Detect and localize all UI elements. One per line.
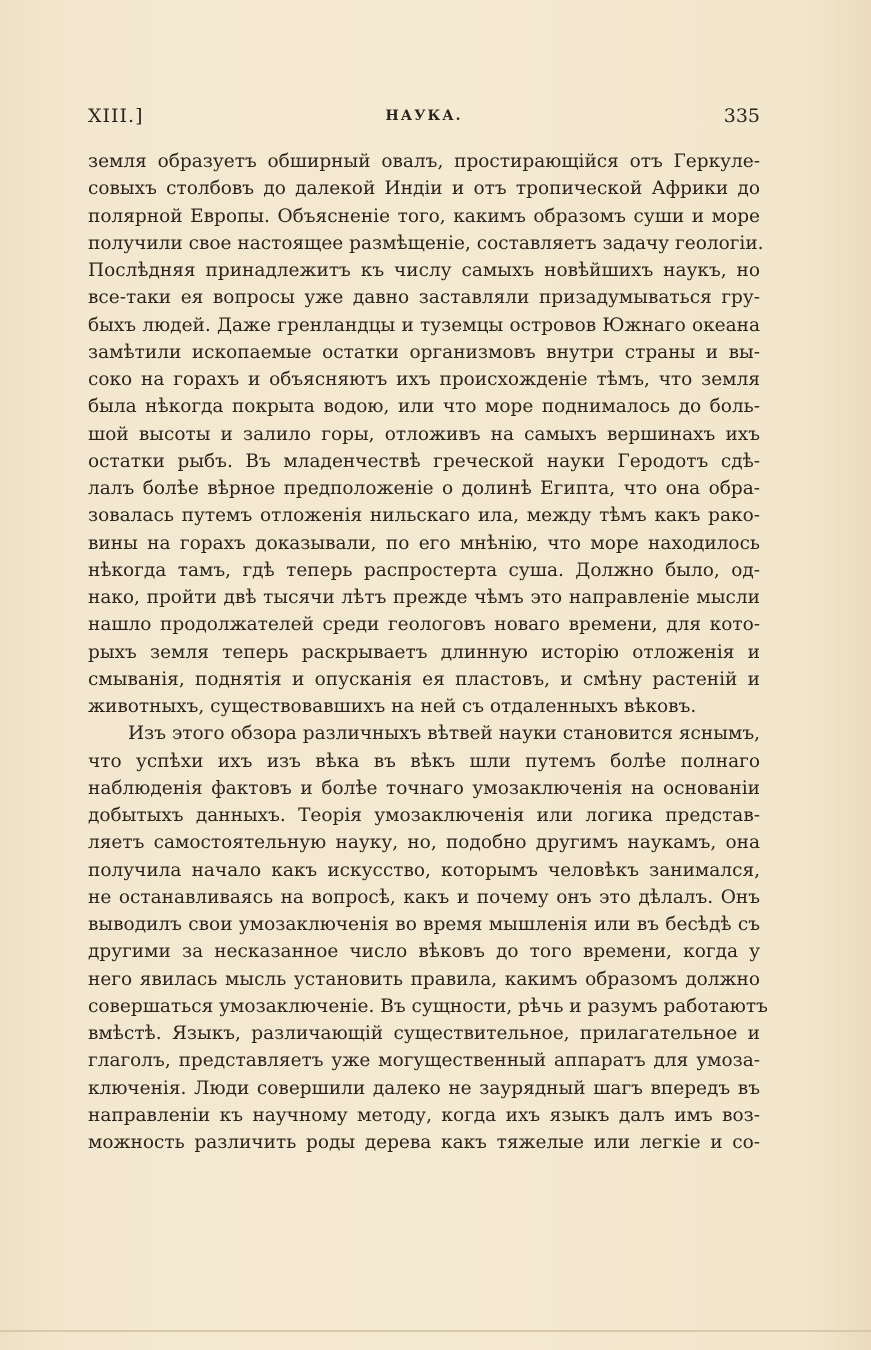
- text-line: не останавливаясь на вопросѣ, какъ и почему онъ это дѣлалъ. Онъ: [88, 886, 760, 908]
- text-line: замѣтили ископаемые остатки организмовъ внутри страны и вы-: [88, 341, 760, 363]
- text-line: него явилась мысль установить правила, какимъ образомъ должно: [88, 968, 760, 990]
- text-line: совершаться умозаключеніе. Въ сущности, рѣчь и разумъ работаютъ: [88, 995, 768, 1017]
- text-line: шой высоты и залило горы, отложивъ на самыхъ вершинахъ ихъ: [88, 423, 760, 445]
- text-line: получила начало какъ искусство, которымъ человѣкъ занимался,: [88, 859, 760, 881]
- text-line: нѣкогда тамъ, гдѣ теперь распростерта суша. Должно было, од-: [88, 559, 760, 581]
- page-number: 335: [723, 105, 760, 127]
- text-line: совыхъ столбовъ до далекой Индіи и отъ тропической Африки до: [88, 178, 760, 200]
- text-line: получили свое настоящее размѣщеніе, составляетъ задачу геологіи.: [88, 232, 764, 254]
- text-line: земля образуетъ обширный овалъ, простирающійся отъ Геркуле-: [88, 151, 760, 172]
- chapter-marker: XIII.]: [88, 105, 144, 127]
- text-line: наблюденія фактовъ и болѣе точнаго умозаключенія на основаніи: [88, 777, 760, 799]
- text-line: соко на горахъ и объясняютъ ихъ происхожденіе тѣмъ, что земля: [88, 369, 760, 390]
- running-header: [88, 102, 760, 130]
- text-line: что успѣхи ихъ изъ вѣка въ вѣкъ шли путемъ болѣе полнаго: [88, 750, 760, 772]
- text-line: смыванія, поднятія и опусканія ея пластовъ, и смѣну растеній и: [88, 668, 760, 690]
- text-line: вмѣстѣ. Языкъ, различающій существительное, прилагательное и: [88, 1023, 760, 1044]
- text-line: добытыхъ данныхъ. Теорія умозаключенія или логика представ-: [88, 805, 760, 826]
- text-line: нако, пройти двѣ тысячи лѣтъ прежде чѣмъ это направленіе мысли: [88, 587, 760, 608]
- text-line: можность различить роды дерева какъ тяжелые или легкіе и со-: [88, 1132, 760, 1153]
- text-line: была нѣкогда покрыта водою, или что море поднималось до боль-: [88, 396, 760, 418]
- text-line: выводилъ свои умозаключенія во время мышленія или въ бесѣдѣ съ: [88, 914, 760, 935]
- text-line: все-таки ея вопросы уже давно заставляли призадумываться гру-: [88, 287, 760, 309]
- text-line: глаголъ, представляетъ уже могущественный аппаратъ для умоза-: [88, 1050, 760, 1072]
- text-line: ляетъ самостоятельную науку, но, подобно другимъ наукамъ, она: [88, 832, 760, 854]
- paragraph-start-line: Изъ этого обзора различныхъ вѣтвей науки становится яснымъ,: [128, 723, 760, 745]
- text-line: другими за несказанное число вѣковъ до того времени, когда у: [88, 941, 760, 963]
- text-line: остатки рыбъ. Въ младенчествѣ греческой науки Геродотъ сдѣ-: [88, 450, 760, 472]
- running-title: НАУКА.: [385, 108, 463, 124]
- text-line: полярной Европы. Объясненіе того, какимъ образомъ суши и море: [88, 205, 760, 227]
- text-line: Послѣдняя принадлежитъ къ числу самыхъ новѣйшихъ наукъ, но: [88, 260, 760, 281]
- paragraph-end-line: животныхъ, существовавшихъ на ней съ отдаленныхъ вѣковъ.: [88, 696, 697, 717]
- text-line: быхъ людей. Даже гренландцы и туземцы островов Южнаго океана: [88, 314, 760, 336]
- text-line: нашло продолжателей среди геологовъ новаго времени, для кото-: [88, 614, 760, 636]
- page-bottom-edge: [0, 1330, 871, 1332]
- text-line: зовалась путемъ отложенія нильскаго ила, между тѣмъ какъ рако-: [88, 505, 760, 527]
- body-text: [88, 148, 768, 1156]
- text-line: направленіи къ научному методу, когда ихъ языкъ далъ имъ воз-: [88, 1104, 760, 1126]
- text-line: вины на горахъ доказывали, по его мнѣнію, что море находилось: [88, 532, 760, 554]
- text-line: ключенія. Люди совершили далеко не заурядный шагъ впередъ въ: [88, 1077, 760, 1099]
- text-line: лалъ болѣе вѣрное предположеніе о долинѣ Египта, что она обра-: [88, 478, 760, 499]
- text-line: рыхъ земля теперь раскрываетъ длинную исторію отложенія и: [88, 641, 760, 663]
